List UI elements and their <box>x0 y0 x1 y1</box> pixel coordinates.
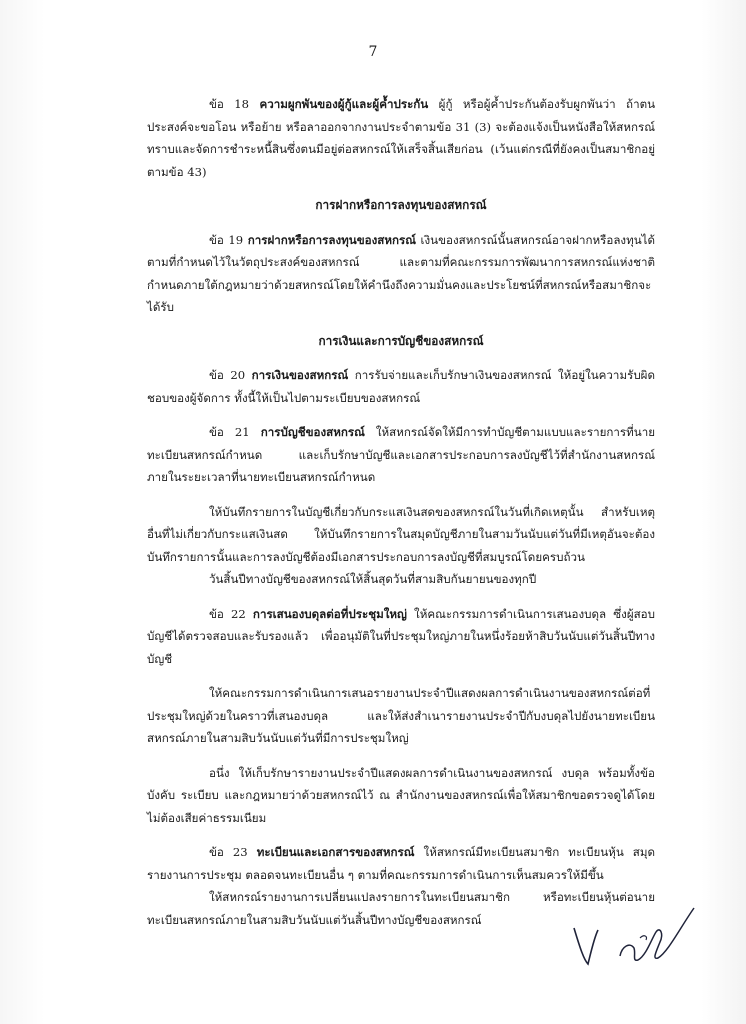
section-21 <box>147 421 655 489</box>
section-23-text: ให้สหกรณ์มีทะเบียนสมาชิก ทะเบียนหุ้น สมุดรายงานการประชุม ตลอดจนทะเบียนอื่น ๆ ตามที่คณะกรรมการดำเนินการเห็นสมควรให้มีขึ้น <box>147 845 656 882</box>
section-20-number: ข้อ 20 <box>209 368 246 382</box>
section-23-number: ข้อ 23 <box>209 845 248 859</box>
section-19-text: เงินของสหกรณ์นั้นสหกรณ์อาจฝากหรือลงทุนได้ตามที่กำหนดไว้ในวัตถุประสงค์ของสหกรณ์ และตามที่คณะกรรมการพัฒนาการสหกรณ์แห่งชาติกำหนดภายใต้กฎหมายว่าด้วยสหกรณ์โดยให้คำนึงถึงความมั่นคงและประโยชน์ที่สหกรณ์หรือสมาชิกจะได้รับ <box>147 232 656 314</box>
section-22-para-2: ให้คณะกรรมการดำเนินการเสนอรายงานประจำปีแสดงผลการดำเนินงานของสหกรณ์ต่อที่ประชุมใหญ่ด้วยในคราวที่เสนองบดุล และให้ส่งสำเนารายงานประจำปีกับงบดุลไปยังนายทะเบียนสหกรณ์ภายในสามสิบวันนับแต่วันที่มีการประชุมใหญ่ <box>147 686 655 745</box>
heading-deposit: การฝากหรือการลงทุนของสหกรณ์ <box>315 198 487 212</box>
section-19-number: ข้อ 19 <box>209 232 244 247</box>
section-22-number: ข้อ 22 <box>209 606 246 621</box>
section-23-title: ทะเบียนและเอกสารของสหกรณ์ <box>256 845 415 859</box>
section-21-title: การบัญชีของสหกรณ์ <box>260 425 365 439</box>
section-22-para-3: อนึ่ง ให้เก็บรักษารายงานประจำปีแสดงผลการดำเนินงานของสหกรณ์ งบดุล พร้อมทั้งข้อบังคับ ระเบียบ และกฎหมายว่าด้วยสหกรณ์ไว้ ณ สำนักงานของสหกรณ์เพื่อให้สมาชิกขอตรวจดูได้โดยไม่ต้องเสียค่าธรรมเนียม <box>147 765 655 825</box>
section-20 <box>147 364 655 409</box>
section-21-text: ให้สหกรณ์จัดให้มีการทำบัญชีตามแบบและรายการที่นายทะเบียนสหกรณ์กำหนด และเก็บรักษาบัญชีและเอกสารประกอบการลงบัญชีไว้ที่สำนักงานสหกรณ์ภายในระยะเวลาที่นายทะเบียนสหกรณ์กำหนด <box>147 425 656 484</box>
section-19 <box>147 229 655 319</box>
section-18-number: ข้อ 18 <box>209 97 250 111</box>
section-21-para-2: ให้บันทึกรายการในบัญชีเกี่ยวกับกระแสเงินสดของสหกรณ์ในวันที่เกิดเหตุนั้น สำหรับเหตุอื่นที่ไม่เกี่ยวกับกระแสเงินสด ให้บันทึกรายการในสมุดบัญชีภายในสามวันนับแต่วันที่มีเหตุอันจะต้องบันทึกรายการนั้นและการลงบัญชีต้องมีเอกสารประกอบการลงบัญชีที่สมบูรณ์โดยครบถ้วน <box>147 504 655 564</box>
section-20-text: การรับจ่ายและเก็บรักษาเงินของสหกรณ์ ให้อยู่ในความรับผิดชอบของผู้จัดการ ทั้งนี้ให้เป็นไปตามระเบียบของสหกรณ์ <box>147 368 655 405</box>
heading-finance: การเงินและการบัญชีของสหกรณ์ <box>318 333 484 348</box>
section-23-para-2: ให้สหกรณ์รายงานการเปลี่ยนแปลงรายการในทะเบียนสมาชิก หรือทะเบียนหุ้นต่อนายทะเบียนสหกรณ์ภายในสามสิบวันนับแต่วันสิ้นปีทางบัญชีของสหกรณ์ <box>147 890 655 927</box>
section-18-text: ผู้กู้ หรือผู้ค้ำประกันต้องรับผูกพันว่า ถ้าตนประสงค์จะขอโอน หรือย้าย หรือลาออกจากงานประจำตามข้อ 31 (3) จะต้องแจ้งเป็นหนังสือให้สหกรณ์ทราบและจัดการชำระหนี้สินซึ่งตนมีอยู่ต่อสหกรณ์ให้เสร็จสิ้นเสียก่อน (เว้นแต่กรณีที่ยังคงเป็นสมาชิกอยู่ตามข้อ 43) <box>147 97 656 179</box>
section-19-title: การฝากหรือการลงทุนของสหกรณ์ <box>247 232 416 247</box>
section-18 <box>147 93 655 183</box>
document-body <box>147 93 655 931</box>
section-22-title: การเสนองบดุลต่อที่ประชุมใหญ่ <box>252 606 407 621</box>
section-23 <box>147 841 655 886</box>
section-21-para-3: วันสิ้นปีทางบัญชีของสหกรณ์ให้สิ้นสุดวันที่สามสิบกันยายนของทุกปี <box>209 572 537 586</box>
section-18-title: ความผูกพันของผู้กู้และผู้ค้ำประกัน <box>259 97 429 111</box>
section-22-text: ให้คณะกรรมการดำเนินการเสนองบดุล ซึ่งผู้สอบบัญชีได้ตรวจสอบและรับรองแล้ว เพื่ออนุมัติในที่ประชุมใหญ่ภายในหนึ่งร้อยห้าสิบวันนับแต่วันสิ้นปีทางบัญชี <box>147 606 656 666</box>
section-22 <box>147 603 655 671</box>
page-number: 7 <box>368 44 378 60</box>
section-21-number: ข้อ 21 <box>209 425 250 439</box>
section-20-title: การเงินของสหกรณ์ <box>251 368 349 382</box>
handwritten-signature <box>560 898 710 978</box>
